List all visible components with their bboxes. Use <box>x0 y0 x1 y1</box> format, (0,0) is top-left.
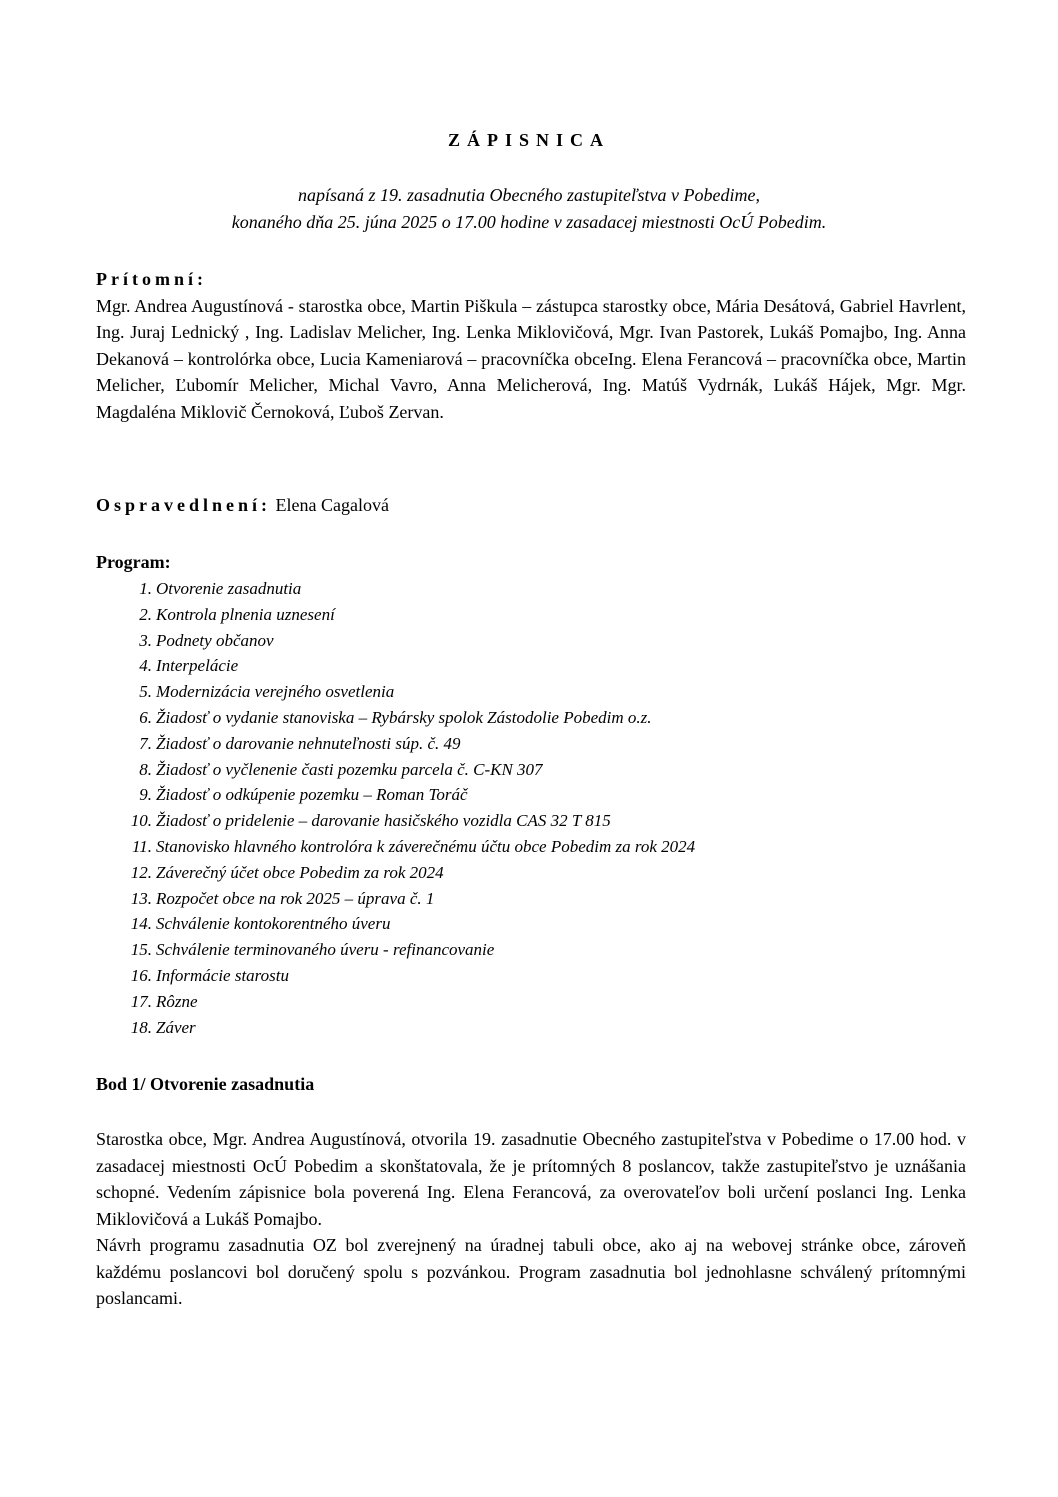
program-item <box>96 653 966 679</box>
program-item-text: Záverečný účet obce Pobedim za rok 2024 <box>156 862 444 882</box>
program-item <box>96 963 966 989</box>
program-item <box>96 808 966 834</box>
program-item-number: 1. <box>139 579 152 598</box>
program-item <box>96 886 966 912</box>
program-item-number: 13. <box>130 888 152 908</box>
program-item-text: Žiadosť o vydanie stanoviska – Rybársky spolok Zástodolie Pobedim o.z. <box>156 707 652 727</box>
section-1-paragraph-1: Starostka obce, Mgr. Andrea Augustínová, otvorila 19. zasadnutie Obecného zastupiteľstva v Pobedime o 17.00 hod. v zasadacej miestnosti OcÚ Pobedim a skonštatovala, že je prítomných 8 poslancov, takže zastupiteľstvo je uznášania schopné. Vedením zápisnice bola poverená Ing. Elena Ferancová, za overovateľov boli určení poslanci Ing. Lenka Miklovičová a Lukáš Pomajbo. <box>96 1129 966 1229</box>
program-item <box>96 628 966 654</box>
program-item-text: Žiadosť o pridelenie – darovanie hasičského vozidla CAS 32 T 815 <box>156 811 611 831</box>
program-item-text: Interpelácie <box>156 656 239 676</box>
document-title: ZÁPISNICA <box>447 130 611 150</box>
program-item-number: 7. <box>139 733 152 753</box>
program-item-text: Rozpočet obce na rok 2025 – úprava č. 1 <box>156 888 435 908</box>
program-item-number: 4. <box>139 656 152 676</box>
section-1-heading: Bod 1/ Otvorenie zasadnutia <box>96 1074 315 1094</box>
program-item <box>96 860 966 886</box>
program-item-number: 5. <box>139 682 152 702</box>
program-item-text: Žiadosť o vyčlenenie časti pozemku parcela č. C-KN 307 <box>156 759 543 779</box>
program-item-text: Žiadosť o odkúpenie pozemku – Roman Toráč <box>156 785 468 805</box>
program-item-number: 2. <box>139 604 152 624</box>
program-item-text: Schválenie terminovaného úveru - refinancovanie <box>156 940 495 960</box>
program-item-text: Rôzne <box>156 991 198 1011</box>
program-item-text: Schválenie kontokorentného úveru <box>156 914 391 934</box>
program-item-text: Záver <box>156 1017 196 1037</box>
program-item-number: 15. <box>130 940 152 960</box>
program-item-number: 18. <box>130 1017 152 1037</box>
program-item <box>96 834 966 860</box>
excused-names: Elena Cagalová <box>271 495 389 515</box>
program-heading: Program: <box>96 552 171 572</box>
document-subtitle <box>0 182 1058 236</box>
program-item-text: Otvorenie zasadnutia <box>156 579 302 598</box>
present-heading: Prítomní: <box>96 269 207 289</box>
section-1-paragraph-2: Návrh programu zasadnutia OZ bol zverejnený na úradnej tabuli obce, ako aj na webovej stránke obce, zároveň každému poslancovi bol doručený spolu s pozvánkou. Program zasadnutia bol jednohlasne schválený prítomnými poslancami. <box>96 1235 966 1308</box>
program-item <box>96 602 966 628</box>
present-list: Mgr. Andrea Augustínová - starostka obce, Martin Piškula – zástupca starostky obce, Mária Desátová, Gabriel Havrlent, Ing. Juraj Lednický , Ing. Ladislav Melicher, Ing. Lenka Miklovičová, Mgr. Ivan Pastorek, Lukáš Pomajbo, Ing. Anna Dekanová – kontrolórka obce, Lucia Kameniarová – pracovníčka obceIng. Elena Ferancová – pracovníčka obce, Martin Melicher, Ľubomír Melicher, Michal Vavro, Anna Melicherová, Ing. Matúš Vydrnák, Lukáš Hájek, Mgr. Mgr. Magdaléna Miklovič Černoková, Ľuboš Zervan. <box>96 295 966 422</box>
present-section <box>96 266 966 425</box>
program-item-text: Žiadosť o darovanie nehnuteľnosti súp. č. 49 <box>156 733 461 753</box>
program-item-number: 17. <box>130 991 152 1011</box>
program-item-number: 14. <box>130 914 152 934</box>
program-item-number: 3. <box>139 630 152 650</box>
program-item <box>96 705 966 731</box>
excused-section <box>96 492 966 519</box>
program-item-text: Kontrola plnenia uznesení <box>156 604 335 624</box>
subtitle-line-1: napísaná z 19. zasadnutia Obecného zastupiteľstva v Pobedime, <box>298 185 760 205</box>
program-item <box>96 731 966 757</box>
program-item <box>96 757 966 783</box>
program-item-number: 8. <box>139 759 152 779</box>
subtitle-line-2: konaného dňa 25. júna 2025 o 17.00 hodine v zasadacej miestnosti OcÚ Pobedim. <box>231 212 827 232</box>
program-item <box>96 989 966 1015</box>
program-item <box>96 937 966 963</box>
program-item-text: Informácie starostu <box>156 965 290 985</box>
program-item-text: Modernizácia verejného osvetlenia <box>156 682 395 702</box>
program-item-number: 6. <box>139 707 152 727</box>
program-item-number: 9. <box>139 785 152 805</box>
program-item-number: 11. <box>132 836 152 856</box>
program-item-number: 10. <box>130 811 152 831</box>
program-item-number: 12. <box>130 862 152 882</box>
program-item <box>96 679 966 705</box>
program-item-text: Stanovisko hlavného kontrolóra k záverečnému účtu obce Pobedim za rok 2024 <box>156 836 696 856</box>
program-list <box>96 576 966 1040</box>
excused-heading: Ospravedlnení: <box>96 495 272 515</box>
program-item-number: 16. <box>130 965 152 985</box>
program-item <box>96 911 966 937</box>
program-item-text: Podnety občanov <box>156 630 274 650</box>
program-item <box>96 782 966 808</box>
program-item <box>96 576 966 602</box>
program-item <box>96 1015 966 1041</box>
